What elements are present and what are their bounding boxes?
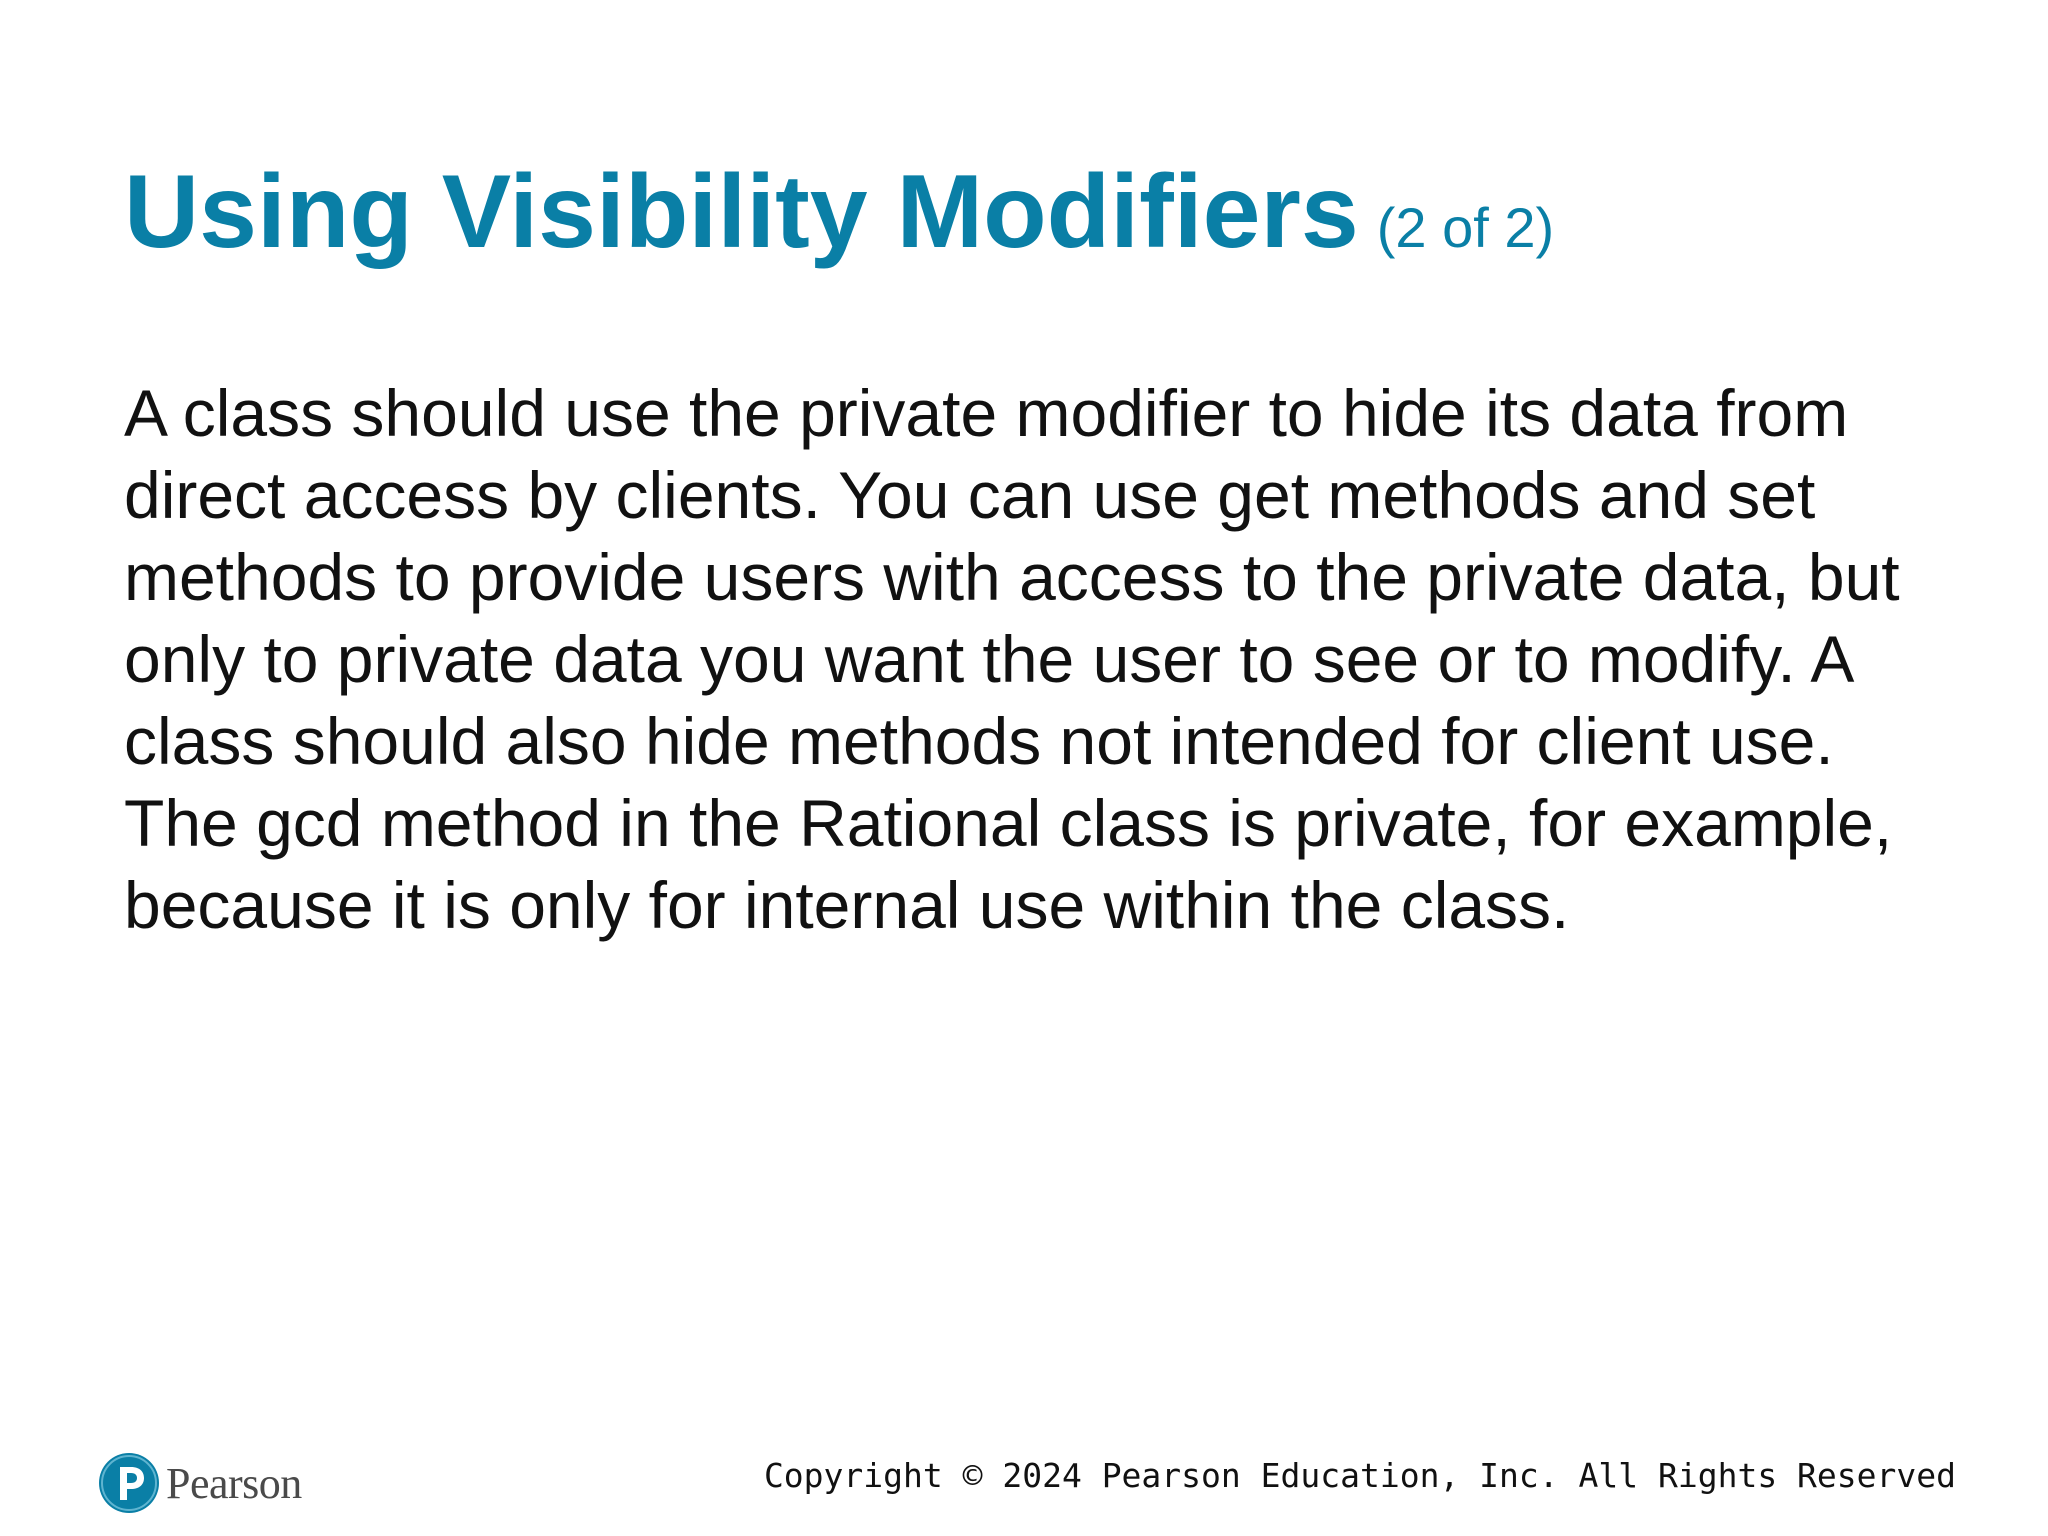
- slide-title-main: Using Visibility Modifiers: [124, 154, 1359, 270]
- slide-body-text: A class should use the private modifier to hide its data from direct access by clients. You can use get methods and set methods to provide users with access to the private data, but only to private data you want the user to see or to modify. A class should also hide methods not intended for client use. The gcd method in the Rational class is private, for example, because it is only for internal use within the class.: [124, 376, 1900, 942]
- pearson-logo-icon: [98, 1452, 160, 1514]
- slide-title-suffix: (2 of 2): [1376, 196, 1555, 259]
- pearson-logo-text: Pearson: [166, 1458, 302, 1508]
- slide-title: [124, 154, 1555, 270]
- copyright-notice: Copyright © 2024 Pearson Education, Inc. All Rights Reserved: [763, 1456, 1956, 1495]
- pearson-logo: [98, 1448, 302, 1518]
